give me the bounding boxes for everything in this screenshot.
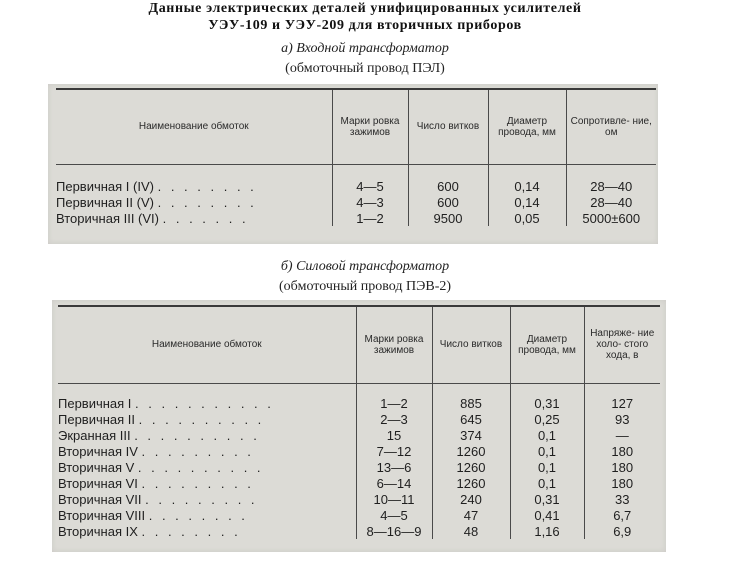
- row-mark: 7—12: [356, 443, 432, 459]
- row-dots: . . . . . . . . .: [145, 491, 258, 507]
- row-turns: 1260: [432, 459, 510, 475]
- table-row: [58, 443, 660, 459]
- row-diam: 1,16: [510, 523, 584, 539]
- row-diam: 0,1: [510, 427, 584, 443]
- document-title: [0, 0, 730, 34]
- row-value: 6,7: [584, 507, 660, 523]
- row-mark: 4—5: [332, 178, 408, 194]
- row-mark: 6—14: [356, 475, 432, 491]
- row-name: Вторичная VI: [58, 475, 138, 491]
- table-row: [58, 459, 660, 475]
- table-b-header-name: Наименование обмоток: [58, 307, 356, 383]
- row-turns: 1260: [432, 475, 510, 491]
- row-name: Первичная II (V): [56, 194, 154, 210]
- row-value: 6,9: [584, 523, 660, 539]
- row-dots: . . . . . . . .: [148, 507, 248, 523]
- row-turns: 374: [432, 427, 510, 443]
- row-name: Первичная I (IV): [56, 178, 154, 194]
- table-row: [58, 427, 660, 443]
- table-b-header-turns: Число витков: [432, 307, 510, 383]
- row-dots: . . . . . . . . . . .: [135, 395, 274, 411]
- row-name: Вторичная V: [58, 459, 135, 475]
- row-dots: . . . . . . . . .: [141, 443, 254, 459]
- table-b: [58, 307, 660, 539]
- row-diam: 0,31: [510, 491, 584, 507]
- row-value: 180: [584, 475, 660, 491]
- row-turns: 240: [432, 491, 510, 507]
- row-mark: 2—3: [356, 411, 432, 427]
- row-value: —: [584, 427, 660, 443]
- row-value: 28—40: [566, 194, 656, 210]
- table-a: [56, 90, 656, 226]
- row-dots: . . . . . . . . . .: [137, 459, 264, 475]
- row-diam: 0,14: [488, 194, 566, 210]
- row-value: 180: [584, 459, 660, 475]
- row-mark: 4—5: [356, 507, 432, 523]
- row-turns: 1260: [432, 443, 510, 459]
- row-dots: . . . . . . . .: [141, 523, 241, 539]
- table-row: [56, 178, 656, 194]
- row-turns: 885: [432, 395, 510, 411]
- table-a-caption: [0, 40, 730, 58]
- table-b-header-row: [58, 307, 660, 383]
- table-b-header-mark: Марки ровка зажимов: [356, 307, 432, 383]
- table-a-wire: [0, 60, 730, 78]
- row-turns: 645: [432, 411, 510, 427]
- row-dots: . . . . . . . . . .: [134, 427, 260, 443]
- row-dots: . . . . . . . .: [157, 178, 257, 194]
- table-row: [58, 507, 660, 523]
- table-b-header-diam: Диаметр провода, мм: [510, 307, 584, 383]
- row-diam: 0,05: [488, 210, 566, 226]
- row-turns: 47: [432, 507, 510, 523]
- row-name: Первичная II: [58, 411, 136, 427]
- row-diam: 0,1: [510, 443, 584, 459]
- table-b-wire: [0, 278, 730, 296]
- row-name: Вторичная VII: [58, 491, 142, 507]
- row-turns: 600: [408, 178, 488, 194]
- row-mark: 1—2: [332, 210, 408, 226]
- table-a-wire-text: (обмоточный провод ПЭЛ): [285, 61, 445, 76]
- row-turns: 9500: [408, 210, 488, 226]
- row-dots: . . . . . . .: [162, 210, 249, 226]
- row-diam: 0,14: [488, 178, 566, 194]
- row-value: 93: [584, 411, 660, 427]
- row-diam: 0,41: [510, 507, 584, 523]
- row-value: 33: [584, 491, 660, 507]
- row-diam: 0,1: [510, 475, 584, 491]
- table-row: [58, 475, 660, 491]
- row-mark: 1—2: [356, 395, 432, 411]
- table-row: [58, 523, 660, 539]
- row-mark: 13—6: [356, 459, 432, 475]
- table-row: [58, 411, 660, 427]
- row-mark: 15: [356, 427, 432, 443]
- table-a-header-name: Наименование обмоток: [56, 90, 332, 164]
- row-mark: 8—16—9: [356, 523, 432, 539]
- table-b-caption: [0, 258, 730, 276]
- table-b-caption-text: б) Силовой трансформатор: [280, 259, 450, 274]
- row-name: Первичная I: [58, 395, 132, 411]
- row-value: 28—40: [566, 178, 656, 194]
- table-a-caption-text: а) Входной трансформатор: [281, 41, 449, 56]
- row-value: 127: [584, 395, 660, 411]
- table-a-header-diam: Диаметр провода, мм: [488, 90, 566, 164]
- title-line-1: Данные электрических деталей унифицированных усилителей: [148, 1, 582, 16]
- row-dots: . . . . . . . . .: [141, 475, 254, 491]
- table-a-header-turns: Число витков: [408, 90, 488, 164]
- table-a-header-row: [56, 90, 656, 164]
- row-diam: 0,1: [510, 459, 584, 475]
- row-name: Вторичная III (VI): [56, 210, 159, 226]
- row-value: 180: [584, 443, 660, 459]
- row-diam: 0,25: [510, 411, 584, 427]
- table-row: [56, 210, 656, 226]
- row-mark: 4—3: [332, 194, 408, 210]
- row-name: Вторичная IV: [58, 443, 138, 459]
- table-row: [58, 395, 660, 411]
- row-mark: 10—11: [356, 491, 432, 507]
- row-dots: . . . . . . . .: [157, 194, 257, 210]
- table-row: [58, 491, 660, 507]
- table-b-header-voltage: Напряже- ние холо- стого хода, в: [584, 307, 660, 383]
- title-line-2: УЭУ-109 и УЭУ-209 для вторичных приборов: [208, 18, 522, 33]
- row-turns: 600: [408, 194, 488, 210]
- row-dots: . . . . . . . . . .: [138, 411, 265, 427]
- row-name: Вторичная IX: [58, 523, 138, 539]
- table-row: [56, 194, 656, 210]
- table-a-header-mark: Марки ровка зажимов: [332, 90, 408, 164]
- row-diam: 0,31: [510, 395, 584, 411]
- row-turns: 48: [432, 523, 510, 539]
- row-value: 5000±600: [566, 210, 656, 226]
- table-a-header-resistance: Сопротивле- ние, ом: [566, 90, 656, 164]
- table-b-wire-text: (обмоточный провод ПЭВ-2): [278, 279, 452, 294]
- row-name: Вторичная VIII: [58, 507, 146, 523]
- row-name: Экранная III: [58, 427, 131, 443]
